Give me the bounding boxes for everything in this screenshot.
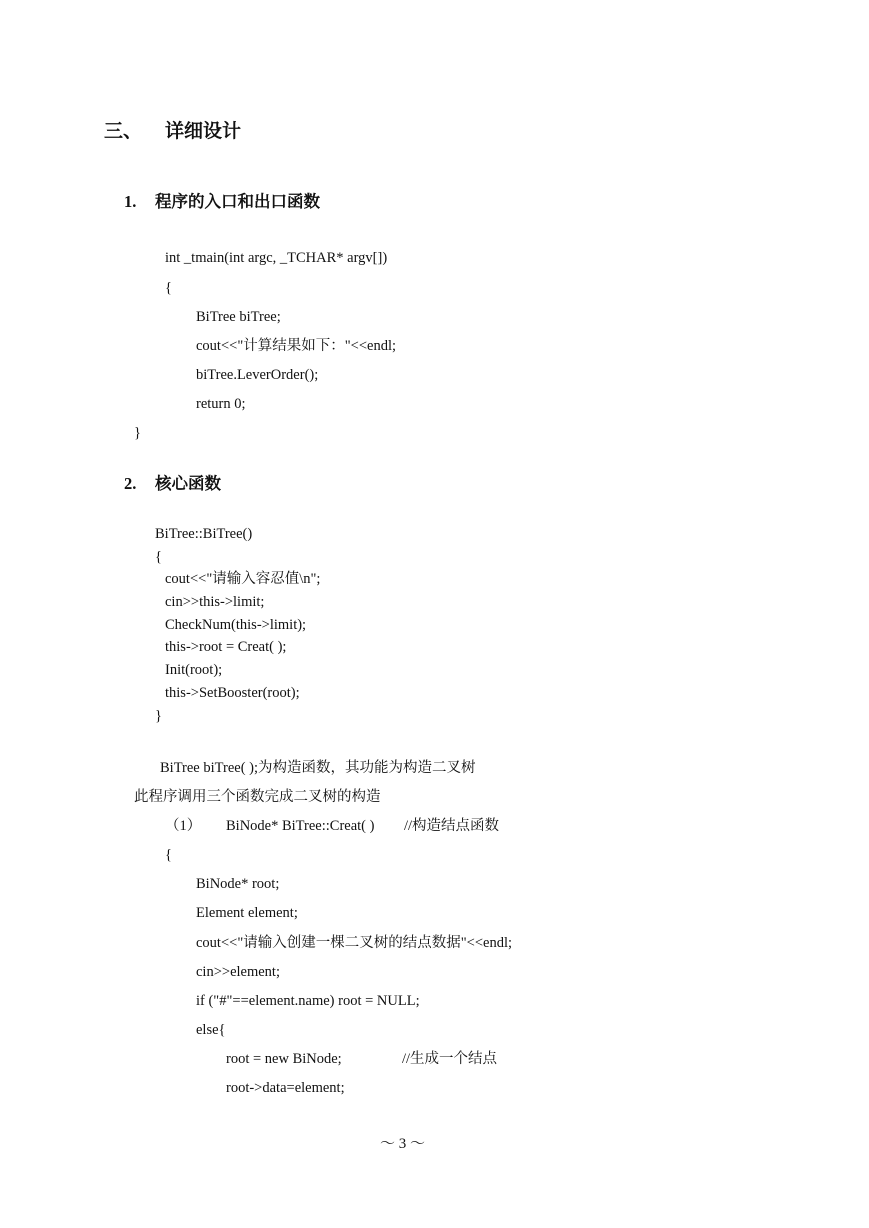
code-line: }: [134, 425, 141, 441]
code-line: cout<<"计算结果如下："<<endl;: [196, 338, 397, 354]
code-line: cin>>element;: [196, 964, 280, 980]
item-number: （1）: [165, 818, 202, 834]
description-line: 此程序调用三个函数完成二叉树的构造: [134, 789, 381, 805]
code-line: Init(root);: [165, 662, 223, 678]
item-comment: //构造结点函数: [404, 818, 500, 834]
page-number: ～ 3 ～: [380, 1136, 426, 1152]
code-line: BiTree biTree;: [196, 309, 281, 325]
code-line: root = new BiNode;: [226, 1051, 342, 1067]
code-comment: //生成一个结点: [402, 1051, 498, 1067]
section-title: 详细设计: [165, 120, 242, 142]
code-line: CheckNum(this->limit);: [165, 617, 307, 633]
code-line: Element element;: [196, 905, 298, 921]
code-line: root->data=element;: [226, 1080, 345, 1096]
code-line: cin>>this->limit;: [165, 594, 265, 610]
code-line: {: [165, 280, 172, 296]
subsection-1-title: 程序的入口和出口函数: [155, 192, 320, 211]
code-line: {: [165, 847, 172, 863]
code-line: this->root = Creat( );: [165, 639, 287, 655]
code-line: return 0;: [196, 396, 246, 412]
code-line: this->SetBooster(root);: [165, 685, 300, 701]
code-line: else{: [196, 1022, 226, 1038]
code-line: BiNode* root;: [196, 876, 280, 892]
code-line: if ("#"==element.name) root = NULL;: [196, 993, 420, 1009]
section-number: 三、: [104, 120, 143, 142]
code-line: BiTree::BiTree(): [155, 526, 253, 542]
subsection-2-number: 2.: [124, 474, 137, 493]
code-line: }: [155, 708, 162, 724]
subsection-1-number: 1.: [124, 192, 137, 211]
code-line: cout<<"请输入创建一棵二叉树的结点数据"<<endl;: [196, 935, 513, 951]
code-line: {: [155, 549, 162, 565]
subsection-2-title: 核心函数: [155, 474, 221, 493]
code-line: cout<<"请输入容忍值\n";: [165, 571, 321, 587]
item-signature: BiNode* BiTree::Creat( ): [226, 818, 375, 834]
code-line: int _tmain(int argc, _TCHAR* argv[]): [165, 250, 388, 266]
code-line: biTree.LeverOrder();: [196, 367, 319, 383]
description-line: BiTree biTree( );为构造函数，其功能为构造二叉树: [160, 760, 476, 776]
